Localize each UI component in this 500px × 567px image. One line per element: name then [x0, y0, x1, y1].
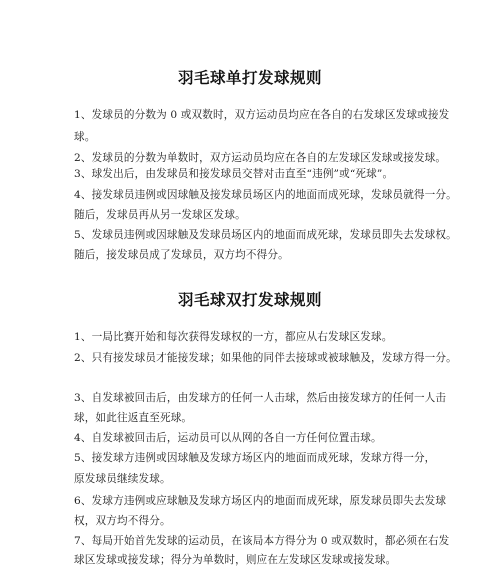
- rule-line: 随后，发球员再从另一发球区发球。: [74, 209, 246, 221]
- rule-line: 6、发球方违例或应球触及发球方场区内的地面而成死球，原发球员即失去发球: [74, 495, 447, 507]
- rule-line: 球，如此往返直至死球。: [74, 412, 193, 424]
- rule-line: 5、接发球方违例或因球触及发球方场区内的地面而成死球，发球方得一分，: [74, 452, 436, 464]
- section-title-doubles: 羽毛球双打发球规则: [177, 290, 322, 309]
- rule-line: 3、球发出后，由发球员和接发球员交替对击直至“违例”或“死球”。: [74, 168, 394, 180]
- rule-line: 3、自发球被回击后，由发球方的任何一人击球，然后由接发球方的任何一人击: [74, 392, 447, 404]
- section-title-singles: 羽毛球单打发球规则: [177, 68, 322, 87]
- rule-line: 2、发球员的分数为单数时，双方运动员均应在各自的左发球区发球或接发球。: [74, 152, 447, 164]
- rule-line: 随后，接发球员成了发球员，双方均不得分。: [74, 249, 289, 261]
- rule-line: 5、发球员违例或因球触及发球员场区内的地面而成死球，发球员即失去发球权。: [74, 229, 457, 241]
- rule-line: 1、发球员的分数为 0 或双数时，双方运动员均应在各自的右发球区发球或接发: [74, 109, 450, 121]
- rule-line: 4、接发球员违例或因球触及接发球员场区内的地面而成死球，发球员就得一分。: [74, 189, 457, 201]
- rule-line: 权，双方均不得分。: [74, 515, 171, 527]
- rule-line: 1、一局比赛开始和每次获得发球权的一方，都应从右发球区发球。: [74, 331, 393, 343]
- rule-line: 球。: [74, 131, 96, 143]
- rule-line: 4、自发球被回击后，运动员可以从网的各自一方任何位置击球。: [74, 432, 382, 444]
- rule-line: 球区发球或接发球；得分为单数时，则应在左发球区发球或接发球。: [74, 554, 397, 566]
- rule-line: 原发球员继续发球。: [74, 473, 171, 485]
- rule-line: 7、每局开始首先发球的运动员，在该局本方得分为 0 或双数时，都必须在右发: [74, 535, 450, 547]
- rule-line: 2、只有接发球员才能接发球；如果他的同伴去接球或被球触及，发球方得一分。: [74, 352, 457, 364]
